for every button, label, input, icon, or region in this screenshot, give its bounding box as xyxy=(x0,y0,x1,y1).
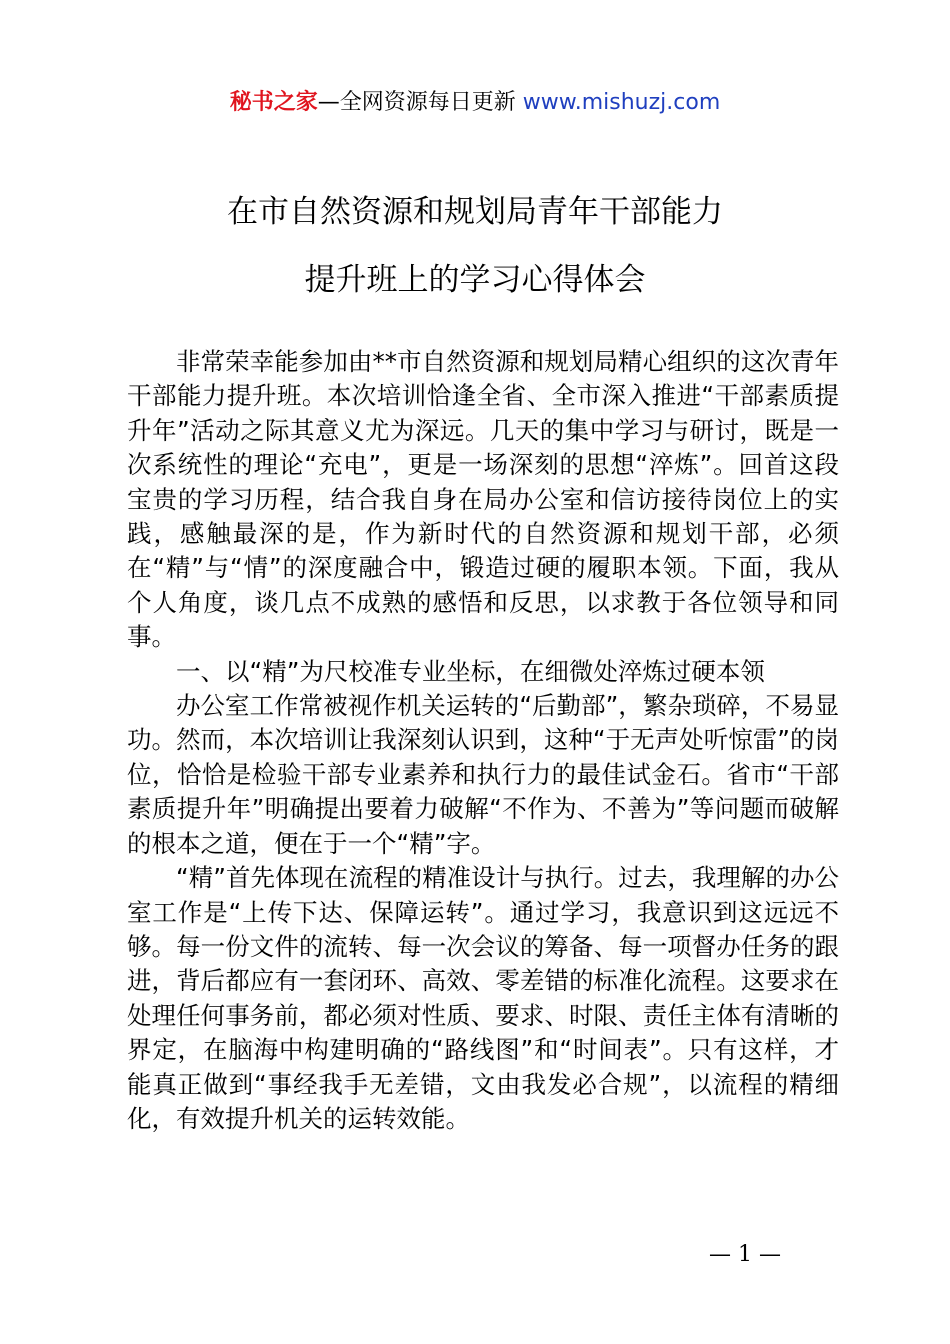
document-title-line-1: 在市自然资源和规划局青年干部能力 xyxy=(227,194,723,230)
document-title-line-2: 提升班上的学习心得体会 xyxy=(304,262,646,298)
document-body xyxy=(127,345,839,1136)
body-paragraph: “精”首先体现在流程的精准设计与执行。过去，我理解的办公室工作是“上传下达、保障运转”。通过学习，我意识到这远远不够。每一份文件的流转、每一次会议的筹备、每一项督办任务的跟进，背后都应有一套闭环、高效、零差错的标准化流程。这要求在处理任何事务前，都必须对性质、要求、时限、责任主体有清晰的界定，在脑海中构建明确的“路线图”和“时间表”。只有这样，才能真正做到“事经我手无差错，文由我发必合规”，以流程的精细化，有效提升机关的运转效能。 xyxy=(127,863,839,1133)
site-banner xyxy=(0,86,950,120)
banner-tagline: —全网资源每日更新 xyxy=(317,90,516,115)
body-paragraph: 办公室工作常被视作机关运转的“后勤部”，繁杂琐碎，不易显功。然而，本次培训让我深刻认识到，这种“于无声处听惊雷”的岗位，恰恰是检验干部专业素养和执行力的最佳试金石。省市“干部素质提升年”明确提出要着力破解“不作为、不善为”等问题而破解的根本之道，便在于一个“精”字。 xyxy=(127,691,839,858)
banner-brand: 秘书之家 xyxy=(229,90,318,115)
page-number: — 1 — xyxy=(709,1242,781,1267)
banner-url-link[interactable]: www.mishuzj.com xyxy=(522,90,721,115)
body-paragraph-intro: 非常荣幸能参加由**市自然资源和规划局精心组织的这次青年干部能力提升班。本次培训恰逢全省、全市深入推进“干部素质提升年”活动之际其意义尤为深远。几天的集中学习与研讨，既是一次系统性的理论“充电”，更是一场深刻的思想“淬炼”。回首这段宝贵的学习历程，结合我自身在局办公室和信访接待岗位上的实践，感触最深的是，作为新时代的自然资源和规划干部，必须在“精”与“情”的深度融合中，锻造过硬的履职本领。下面，我从个人角度，谈几点不成熟的感悟和反思，以求教于各位领导和同事。 xyxy=(127,347,839,652)
section-heading-1: 一、以“精”为尺校准专业坐标，在细微处淬炼过硬本领 xyxy=(176,656,765,686)
